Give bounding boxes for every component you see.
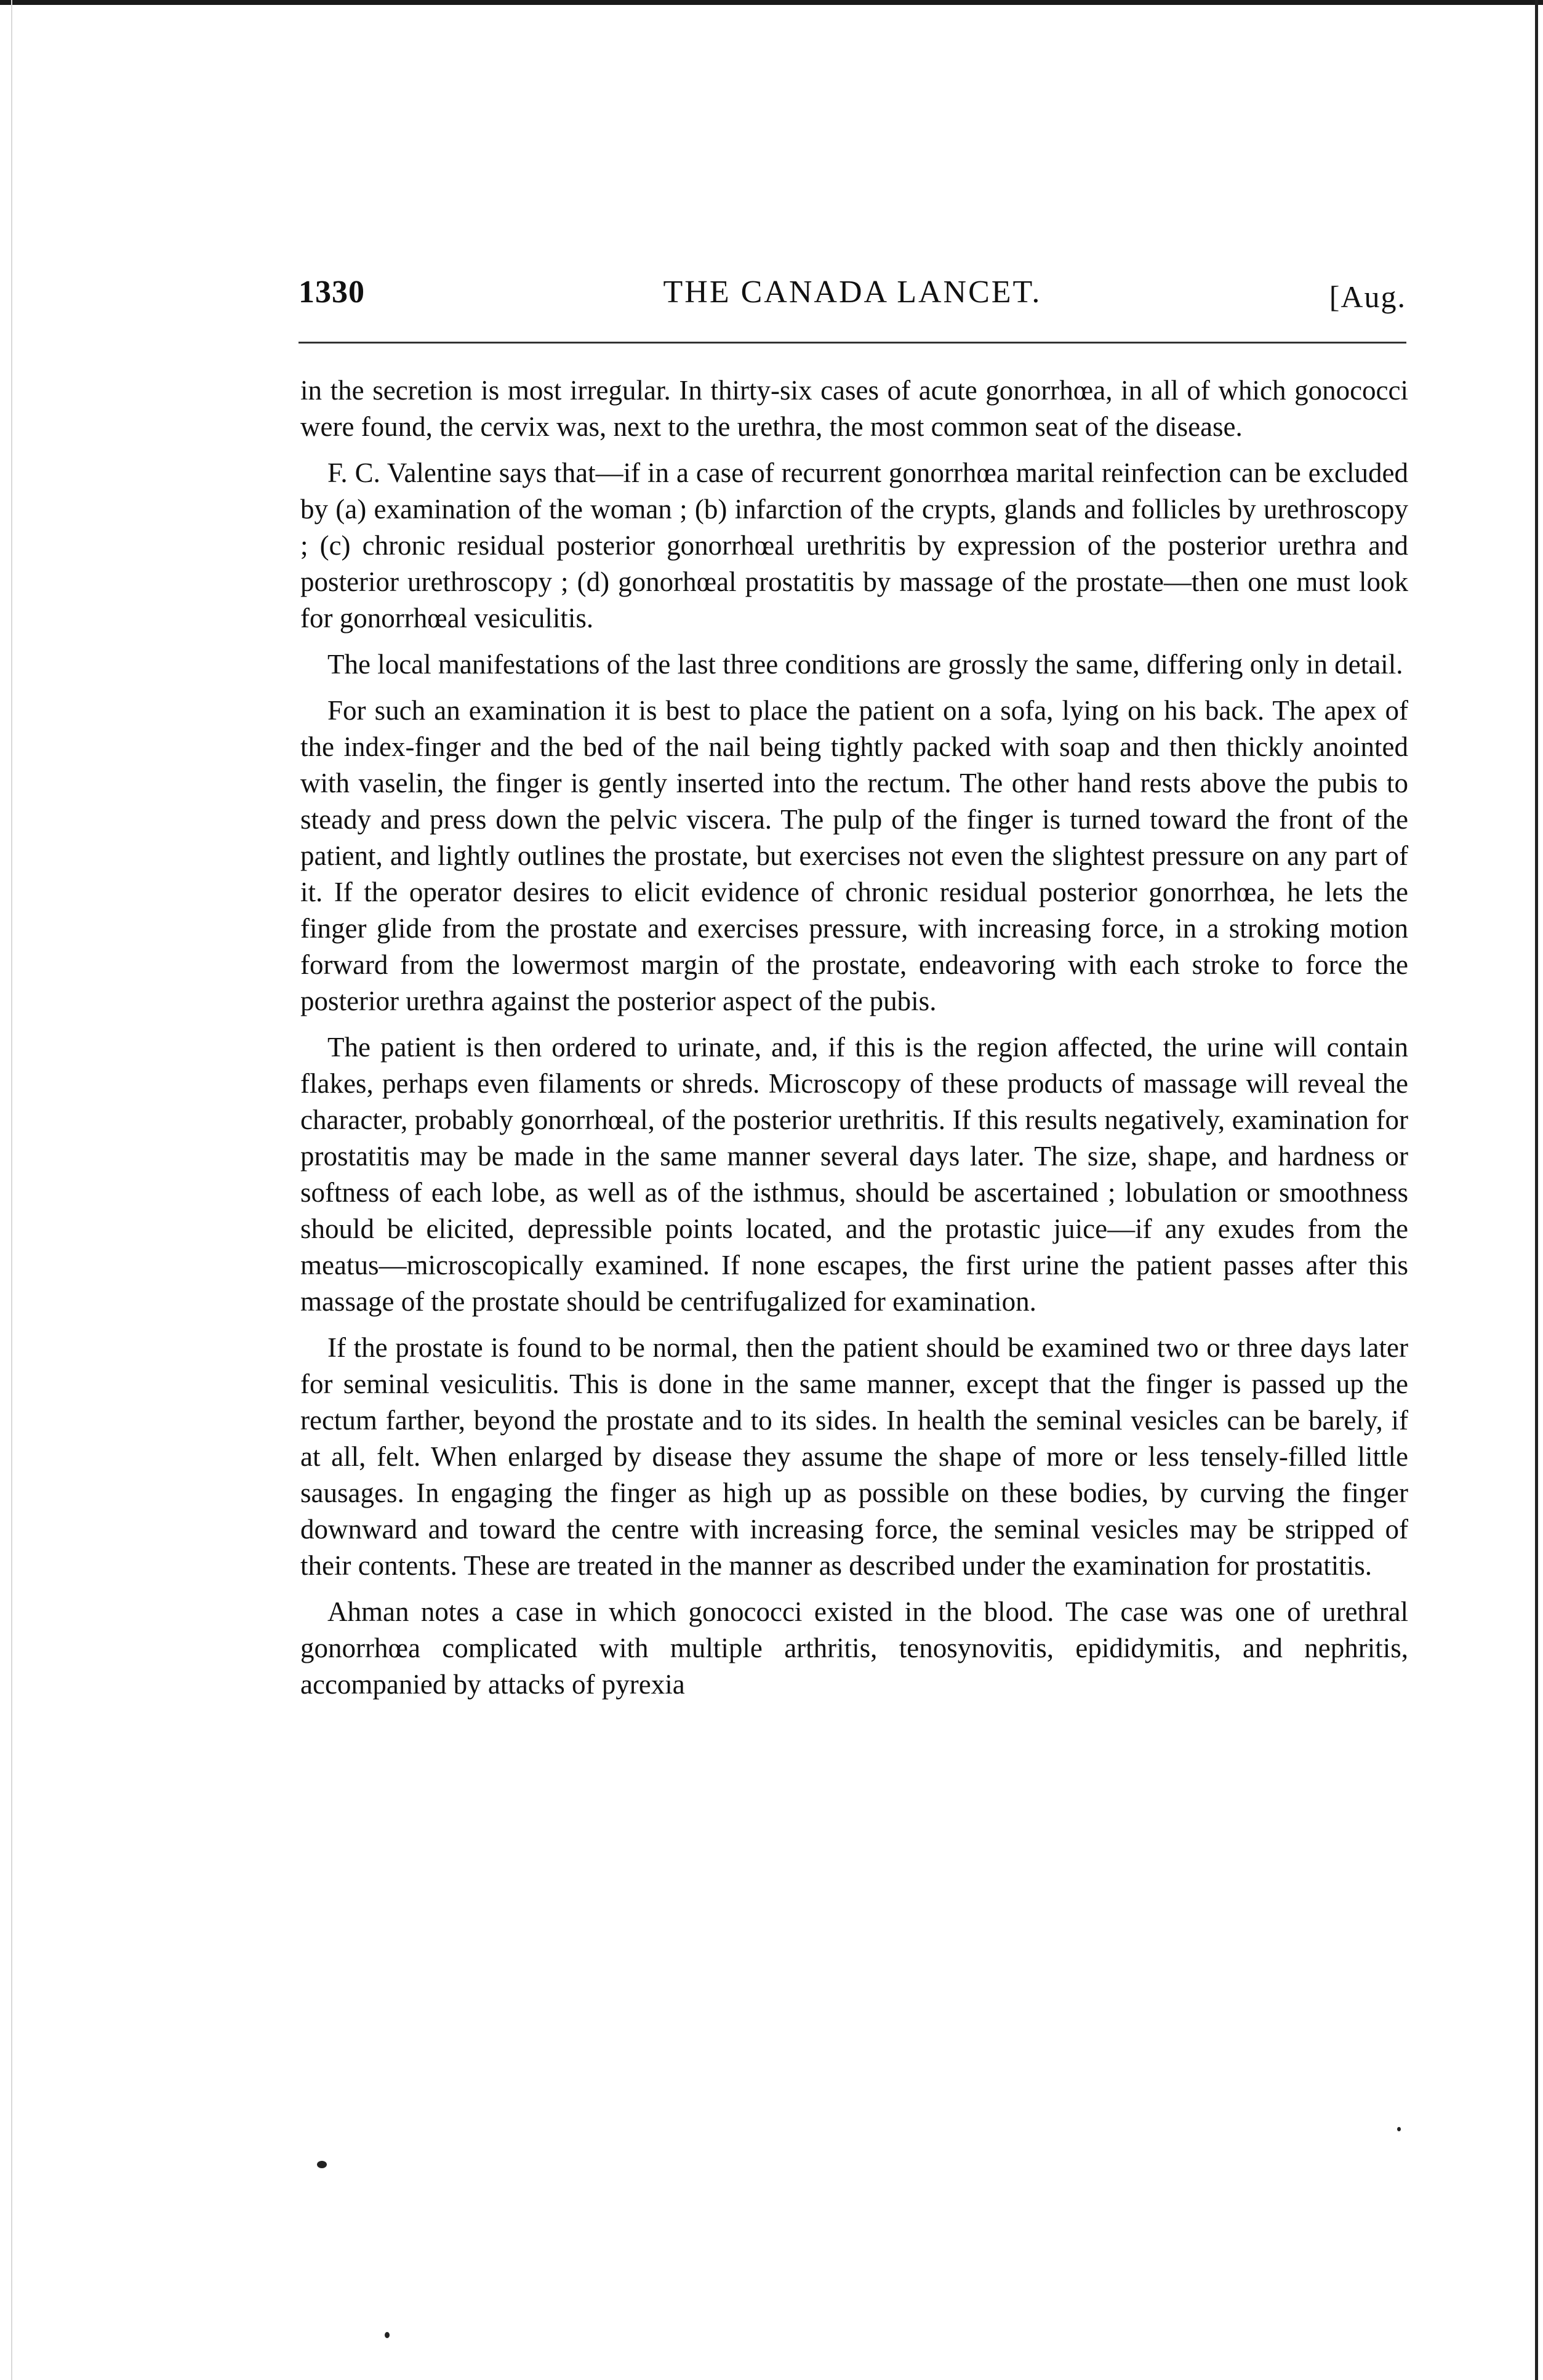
paragraph-valentine: F. C. Valentine says that—if in a case of recurrent gonorrhœa marital reinfection can be excluded by (a) examination of the woman ; (b) infarction of the crypts, glands and follicles by urethroscopy ; (c) chronic residual posterior gonorrhœal urethritis by expression of the posterior urethra and posterior urethroscopy ; (d) gonorhœal prostatitis by massage of the prostate—then one must look for gonorrhœal vesiculitis. <box>300 457 1408 633</box>
ink-speck <box>1397 2127 1401 2131</box>
scan-left-edge <box>11 0 12 2380</box>
article-body <box>300 372 1408 1713</box>
scan-top-border <box>0 0 1543 5</box>
paragraph-seminal-vesiculitis: If the prostate is found to be normal, then the patient should be examined two or three days later for seminal vesiculitis. This is done in the same manner, except that the finger is passed up the rectum farther, beyond the prostate and to its sides. In health the seminal vesicles can be barely, if at all, felt. When enlarged by disease they assume the shape of more or less tensely-filled little sausages. In engaging the finger as high up as possible on these bodies, by curving the finger downward and toward the centre with increasing force, the seminal vesicles may be stripped of their contents. These are treated in the manner as described under the examination for prostatitis. <box>300 1332 1408 1581</box>
ink-speck <box>385 2332 390 2338</box>
scan-right-edge <box>1535 0 1538 2380</box>
running-head <box>299 274 1406 329</box>
paragraph-ahman: Ahman notes a case in which gonococci existed in the blood. The case was one of urethral gonorrhœa complicated with multiple arthritis, tenosynovitis, epididymitis, and nephritis, accompanied by attacks of pyrexia <box>300 1596 1408 1700</box>
page-number: 1330 <box>299 275 365 310</box>
paragraph-urination: The patient is then ordered to urinate, and, if this is the region affected, the urine will contain flakes, perhaps even filaments or shreds. Microscopy of these products of massage will reveal the character, probably gonorrhœal, of the posterior urethritis. If this results negatively, examination for prostatitis may be made in the same manner several days later. The size, shape, and hardness or softness of each lobe, as well as of the isthmus, should be ascertained ; lobulation or smoothness should be elicited, depressible points located, and the protastic juice—if any exudes from the meatus—microscopically examined. If none escapes, the first urine the patient passes after this massage of the prostate should be centrifugalized for examination. <box>300 1032 1408 1317</box>
ink-speck <box>317 2161 327 2168</box>
header-rule <box>299 342 1406 344</box>
month-mark: [Aug. <box>1329 279 1406 314</box>
journal-title: THE CANADA LANCET. <box>663 275 1042 310</box>
paragraph-examination-method: For such an examination it is best to place the patient on a sofa, lying on his back. The apex of the index-finger and the bed of the nail being tightly packed with soap and then thickly anointed with vaselin, the finger is gently inserted into the rectum. The other hand rests above the pubis to steady and press down the pelvic viscera. The pulp of the finger is turned toward the front of the patient, and lightly outlines the prostate, but exercises not even the slightest pressure on any part of it. If the operator desires to elicit evidence of chronic residual posterior gonorrhœa, he lets the finger glide from the prostate and exercises pressure, with increasing force, in a stroking motion forward from the lowermost margin of the prostate, endeavoring with each stroke to force the posterior urethra against the posterior aspect of the pubis. <box>300 695 1408 1016</box>
paragraph-continued: in the secretion is most irregular. In thirty-six cases of acute gonorrhœa, in all of which gonococci were found, the cervix was, next to the urethra, the most common seat of the disease. <box>300 375 1408 442</box>
paragraph-local-manifestations: The local manifestations of the last three conditions are grossly the same, differing only in detail. <box>327 649 1403 680</box>
